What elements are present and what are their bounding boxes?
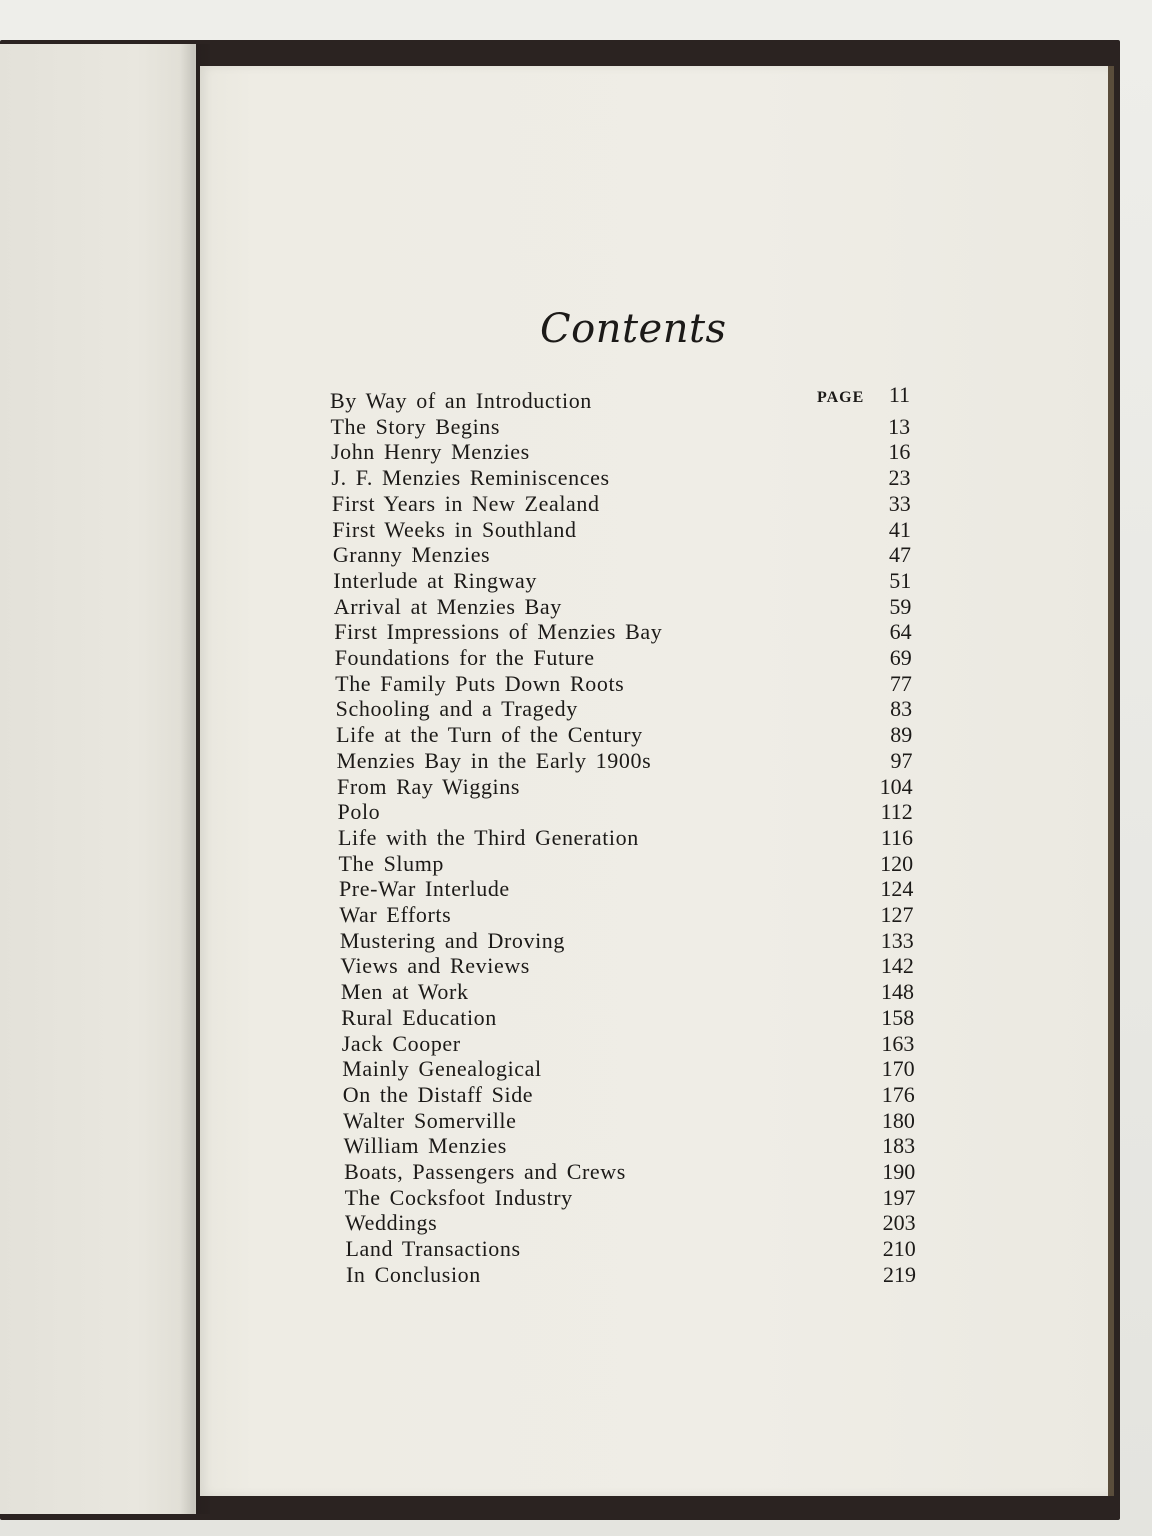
toc-entry-page-number: 120 [880,850,914,876]
toc-entry-title: Mustering and Droving [339,927,566,953]
toc-entry-page-number: 142 [880,953,914,979]
toc-entry [330,382,910,414]
toc-entry-title: On the Distaff Side [342,1081,534,1107]
toc-entry [338,825,913,851]
toc-entry-page-number: 180 [881,1107,915,1133]
toc-entry-title: Interlude at Ringway [333,567,538,593]
toc-entry-title: Mainly Genealogical [342,1056,542,1082]
toc-entry-page-number: 133 [880,927,914,953]
toc-entry [337,748,913,774]
toc-entry-title: Boats, Passengers and Crews [344,1159,626,1184]
toc-entry-title: Foundations for the Future [334,645,595,670]
toc-entry-page-number: 104 [879,773,913,799]
toc-entry [334,594,912,620]
toc-entry-page-number: 124 [880,876,914,902]
toc-entry [345,1185,916,1211]
toc-entry-title: Pre-War Interlude [338,876,510,902]
contents-heading: Contents [540,306,727,352]
toc-entry [332,517,911,543]
toc-entry-title: William Menzies [343,1133,507,1159]
toc-entry-title: Walter Somerville [343,1107,517,1133]
toc-entry-page-number: 219 [883,1261,916,1287]
toc-entry-title: The Cocksfoot Industry [344,1184,573,1210]
toc-entry-page-number: 77 [889,670,912,696]
toc-entry [334,619,911,645]
toc-entry [331,439,910,465]
toc-entry [339,876,913,902]
toc-entry-page-number: 89 [890,722,913,748]
toc-entry-page-number: 176 [881,1081,915,1107]
toc-entry [331,465,910,491]
toc-entry-title: In Conclusion [346,1261,481,1287]
toc-entry-title: By Way of an Introduction [330,388,592,413]
toc-entry-title: First Impressions of Menzies Bay [334,619,663,645]
toc-entry [341,979,914,1005]
toc-entry-page-number: 163 [881,1030,915,1056]
toc-entry-page-number: 47 [889,542,912,568]
toc-entry [341,1005,914,1031]
toc-entry-title: John Henry Menzies [330,439,530,465]
toc-entry [346,1236,916,1262]
toc-entry-page-number: 64 [889,619,912,645]
toc-entry-title: Weddings [345,1210,438,1236]
toc-entry-page-number: 23 [888,465,911,491]
toc-entry-page-number: 170 [881,1056,915,1082]
toc-entry-page-number: 11 [888,382,910,407]
toc-entry-title: Polo [337,799,381,825]
toc-entry-page-number: 210 [882,1236,916,1262]
toc-entry [339,902,913,928]
toc-entry [342,1056,914,1082]
toc-entry-title: Menzies Bay in the Early 1900s [336,747,652,773]
toc-entry-page-number: 83 [890,696,913,722]
toc-entry-title: Granny Menzies [332,542,491,568]
page-column-label: PAGE [817,389,865,406]
toc-entry-title: War Efforts [339,902,452,927]
toc-entry [346,1262,916,1288]
toc-entry-page-number: 148 [881,979,915,1005]
toc-entry-title: The Story Begins [330,413,501,439]
toc-entry-page-number: 41 [888,516,911,542]
toc-entry [336,696,912,722]
toc-entry-title: First Weeks in Southland [332,516,577,542]
toc-entry-page-number: 158 [881,1004,915,1030]
toc-entry-title: From Ray Wiggins [337,773,521,799]
toc-entry [342,1031,915,1057]
toc-entry [333,568,911,594]
toc-entry [335,645,912,671]
toc-entry [345,1210,916,1236]
toc-entry-page-number: 51 [889,567,912,593]
toc-entry-page-number: 127 [880,902,914,927]
toc-entry-title: The Slump [338,850,445,876]
toc-entry-title: Jack Cooper [341,1030,461,1056]
toc-entry-title: The Family Puts Down Roots [335,670,625,696]
toc-entry-title: Schooling and a Tragedy [335,696,578,722]
toc-entry-title: Rural Education [341,1004,497,1030]
toc-entry [337,774,913,800]
toc-entry-page-number: 69 [889,645,912,670]
toc-entry-title: Life with the Third Generation [338,824,639,850]
toc-entry-page-number: 203 [882,1210,916,1236]
toc-entry-page-number: 112 [880,799,913,825]
toc-entry [343,1082,915,1108]
toc-entry-title: Arrival at Menzies Bay [333,593,562,619]
toc-entry [332,491,911,517]
toc-entry-page-number: 183 [882,1133,916,1159]
toc-entry-page-number: 13 [888,413,911,439]
toc-entry-title: Land Transactions [345,1236,521,1262]
toc-entry-title: Life at the Turn of the Century [336,722,643,748]
toc-entry-page-number: 197 [882,1184,916,1210]
toc-entry-page-number: 33 [888,490,911,516]
toc-entry [340,953,914,979]
toc-entry [335,671,912,697]
toc-entry [338,851,913,877]
toc-entry-title: First Years in New Zealand [331,490,600,516]
toc-entry-title: Views and Reviews [340,953,530,979]
toc-entry [333,542,911,568]
toc-entry-page-number: 116 [880,824,913,850]
toc-entry [330,414,910,440]
toc-entry [338,799,913,825]
toc-entry [343,1108,915,1134]
toc-entry [336,722,912,748]
toc-entry-page-number: 190 [882,1159,916,1184]
toc-entry-page-number: 97 [890,747,913,773]
toc-entry-page-number: 59 [889,593,912,619]
toc-entry [344,1159,915,1185]
toc-entry-title: J. F. Menzies Reminiscences [331,465,610,491]
toc-entry [340,928,914,954]
toc-entry-page-number: 16 [888,439,911,465]
toc-entry-title: Men at Work [340,979,469,1005]
toc-entry [344,1133,915,1159]
